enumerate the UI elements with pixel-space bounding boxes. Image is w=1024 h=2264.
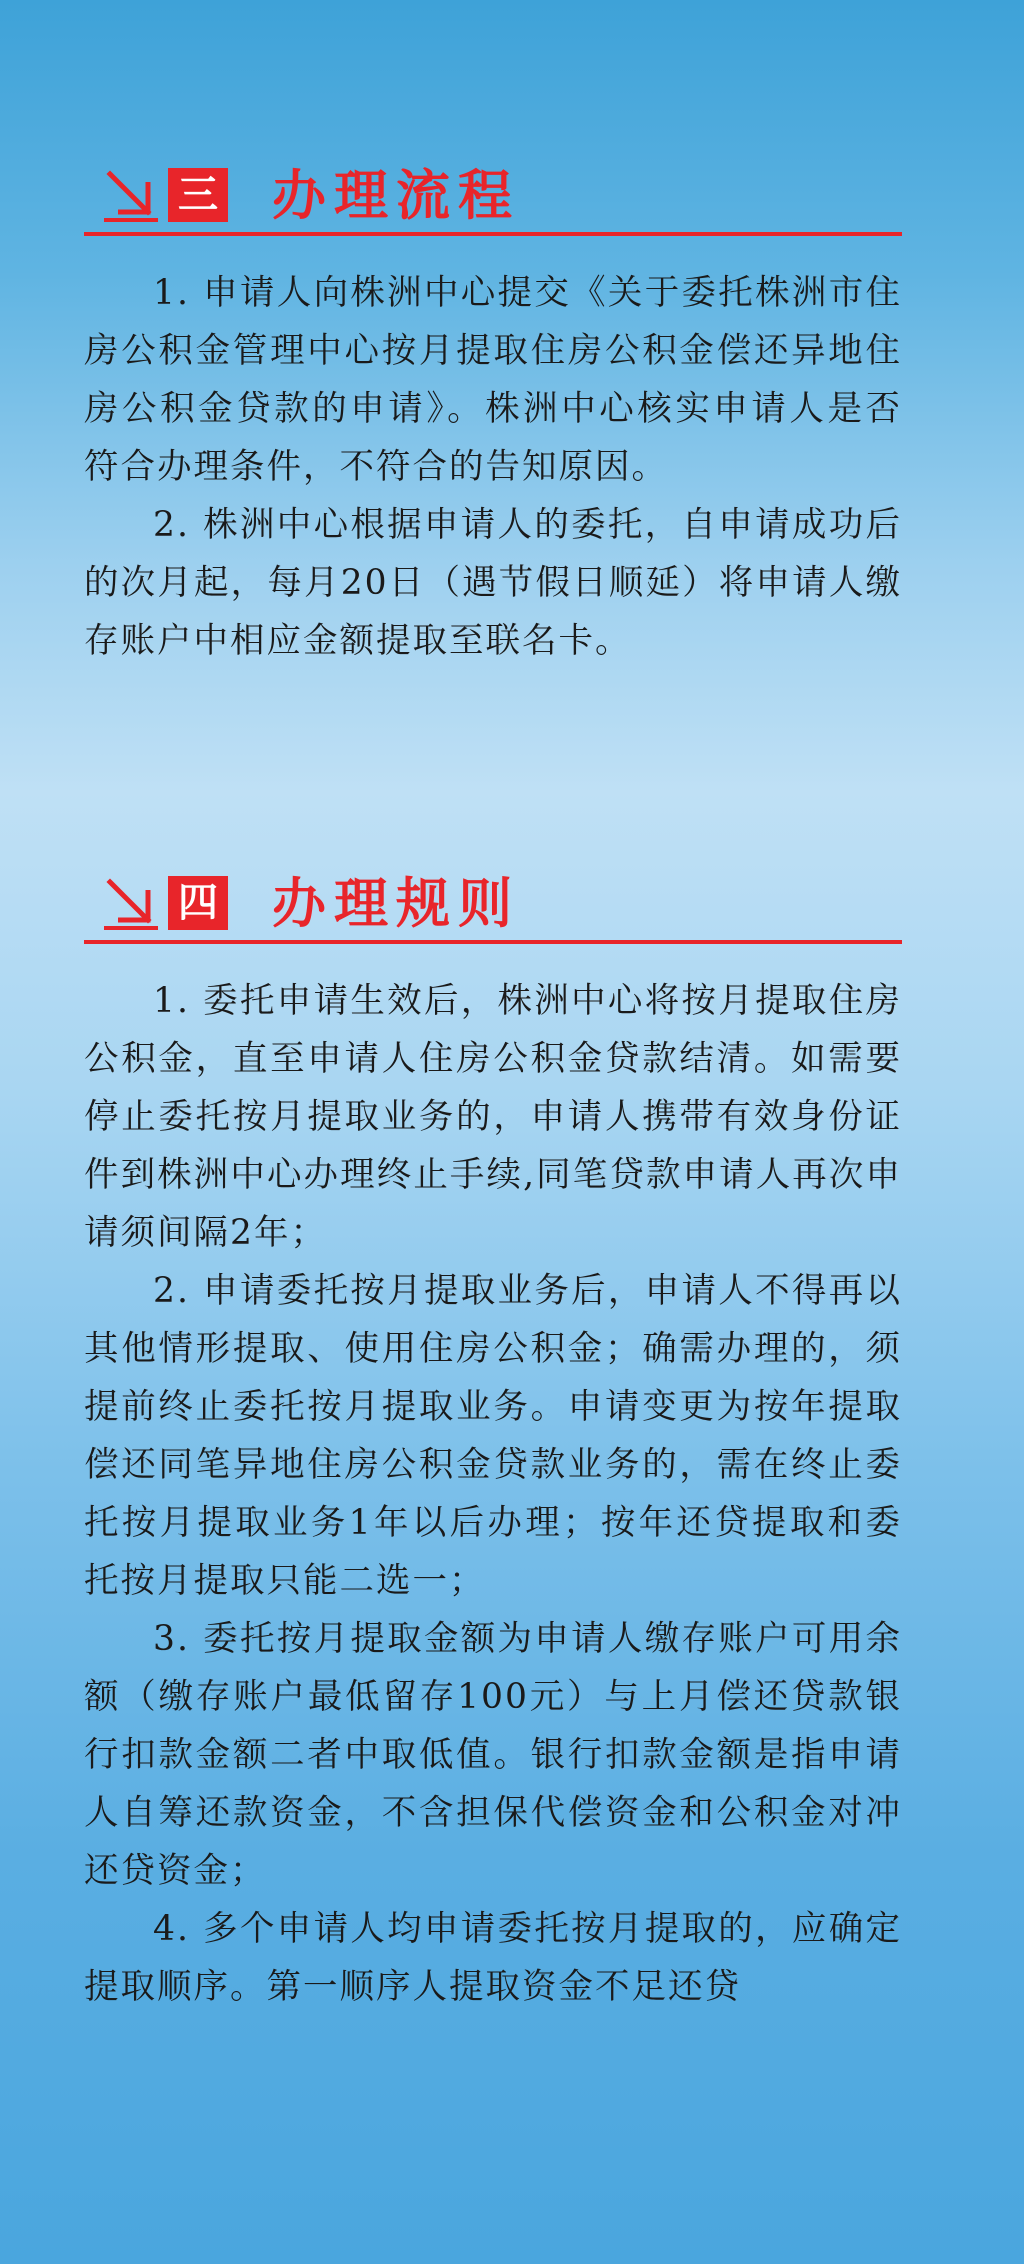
section-title: 办理规则	[272, 872, 520, 935]
section-title: 办理流程	[272, 164, 520, 227]
paragraph: 2. 株洲中心根据申请人的委托，自申请成功后的次月起，每月20日（遇节假日顺延）将申请人缴存账户中相应金额提取至联名卡。	[84, 505, 902, 661]
heading-divider	[84, 232, 902, 236]
arrow-down-right-icon	[104, 876, 158, 930]
paragraph: 1. 委托申请生效后，株洲中心将按月提取住房公积金，直至申请人住房公积金贷款结清。如需要停止委托按月提取业务的，申请人携带有效身份证件到株洲中心办理终止手续,同笔贷款申请人再次申请须间隔2年；	[84, 981, 902, 1253]
heading-divider	[84, 940, 902, 944]
section-number: 四	[178, 880, 218, 926]
section-heading	[84, 160, 902, 242]
section-body	[84, 264, 902, 670]
paragraph: 4. 多个申请人均申请委托按月提取的，应确定提取顺序。第一顺序人提取资金不足还贷	[84, 1909, 902, 2007]
arrow-down-right-icon	[104, 168, 158, 222]
section-body	[84, 972, 902, 2016]
section-heading	[84, 868, 902, 950]
section-number: 三	[178, 172, 218, 218]
paragraph: 1. 申请人向株洲中心提交《关于委托株洲市住房公积金管理中心按月提取住房公积金偿还异地住房公积金贷款的申请》。株洲中心核实申请人是否符合办理条件，不符合的告知原因。	[84, 273, 902, 487]
paragraph: 2. 申请委托按月提取业务后，申请人不得再以其他情形提取、使用住房公积金；确需办理的，须提前终止委托按月提取业务。申请变更为按年提取偿还同笔异地住房公积金贷款业务的，需在终止委托按月提取业务1年以后办理；按年还贷提取和委托按月提取只能二选一；	[84, 1271, 902, 1601]
section-process	[84, 160, 902, 670]
section-rules	[84, 868, 902, 2016]
section-number-badge	[168, 168, 228, 222]
paragraph: 3. 委托按月提取金额为申请人缴存账户可用余额（缴存账户最低留存100元）与上月偿还贷款银行扣款金额二者中取低值。银行扣款金额是指申请人自筹还款资金，不含担保代偿资金和公积金对冲还贷资金；	[84, 1619, 902, 1891]
section-number-badge	[168, 876, 228, 930]
